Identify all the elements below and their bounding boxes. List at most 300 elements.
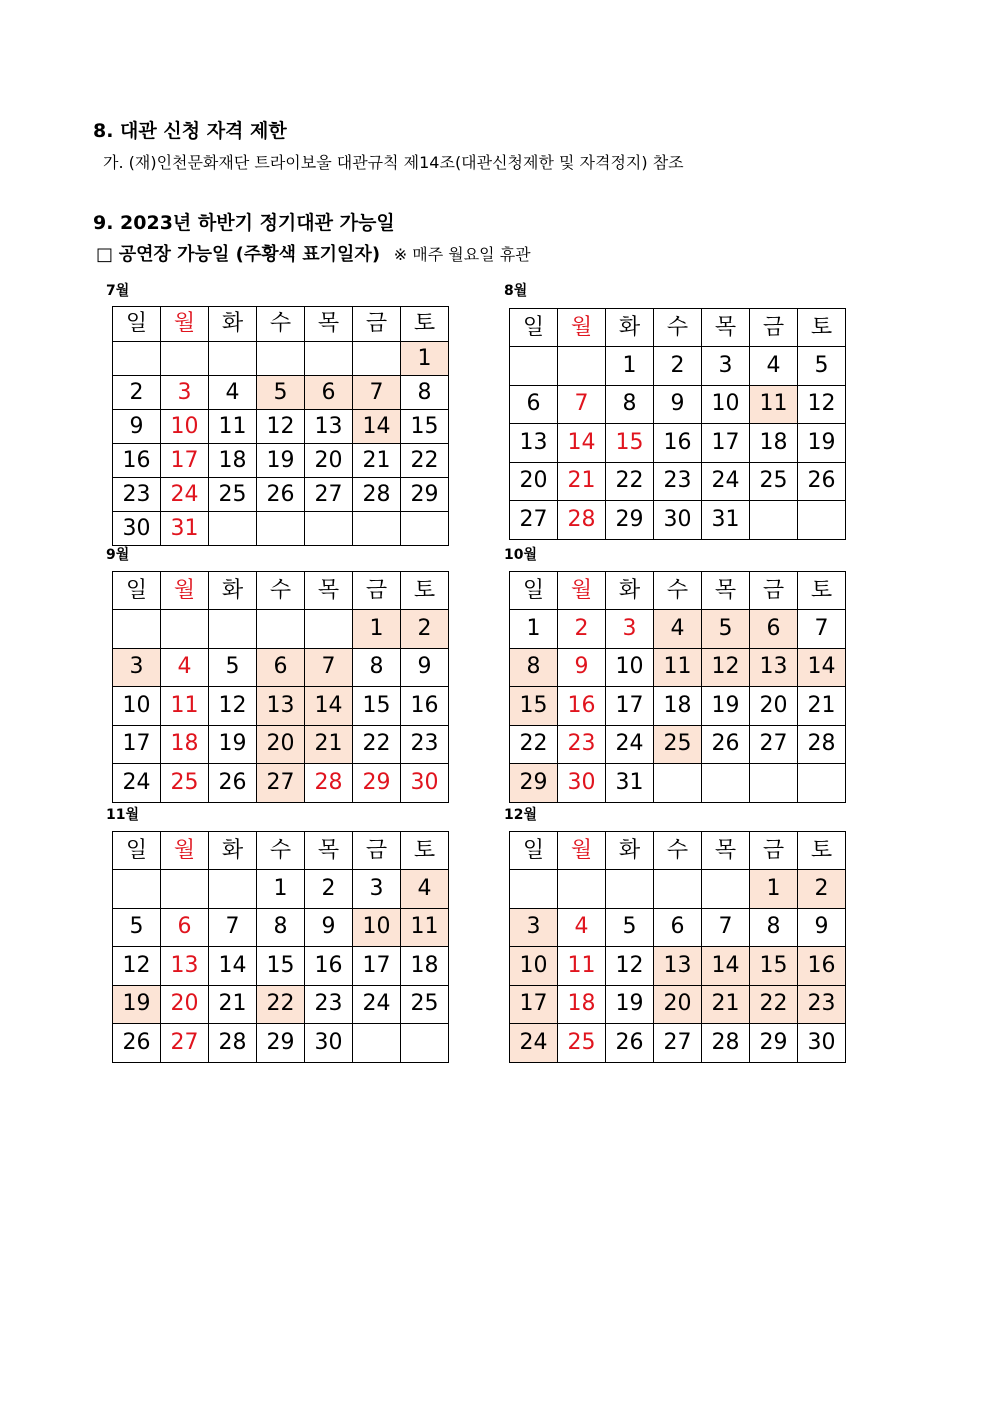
day-cell: 29: [510, 764, 558, 803]
weekday-header: 수: [654, 572, 702, 610]
subheading-text: 공연장 가능일 (주황색 표기일자): [118, 244, 381, 265]
day-cell: 29: [257, 1024, 305, 1063]
month-label: 7월: [106, 283, 130, 299]
empty-day-cell: [606, 870, 654, 909]
day-cell: 3: [113, 648, 161, 687]
calendar-week-row: [510, 424, 846, 463]
weekday-header: 화: [209, 572, 257, 610]
weekday-header: 일: [510, 309, 558, 347]
weekday-header: 월: [161, 832, 209, 870]
day-cell: 13: [257, 687, 305, 726]
day-cell: 5: [209, 648, 257, 687]
weekday-header: 금: [750, 309, 798, 347]
day-cell: 18: [750, 424, 798, 463]
day-cell: 28: [209, 1024, 257, 1063]
day-cell: 14: [353, 410, 401, 444]
day-cell: 1: [510, 610, 558, 649]
day-cell: 3: [510, 908, 558, 947]
day-cell: 9: [113, 410, 161, 444]
day-cell: 15: [606, 424, 654, 463]
weekday-header: 목: [702, 309, 750, 347]
day-cell: 3: [702, 347, 750, 386]
empty-day-cell: [353, 512, 401, 546]
empty-day-cell: [750, 764, 798, 803]
weekday-header: 월: [558, 832, 606, 870]
weekday-header: 수: [257, 832, 305, 870]
calendar-week-row: [510, 725, 846, 764]
day-cell: 28: [798, 725, 846, 764]
day-cell: 24: [702, 462, 750, 501]
day-cell: 2: [113, 376, 161, 410]
weekday-header: 월: [558, 572, 606, 610]
weekday-header: 수: [654, 309, 702, 347]
empty-day-cell: [161, 610, 209, 649]
day-cell: 26: [798, 462, 846, 501]
day-cell: 8: [401, 376, 449, 410]
day-cell: 21: [702, 985, 750, 1024]
day-cell: 11: [161, 687, 209, 726]
calendar-week-row: [113, 376, 449, 410]
day-cell: 9: [558, 648, 606, 687]
day-cell: 18: [161, 725, 209, 764]
weekday-header: 목: [702, 572, 750, 610]
day-cell: 17: [353, 947, 401, 986]
day-cell: 27: [510, 501, 558, 540]
weekday-header: 목: [305, 572, 353, 610]
empty-day-cell: [798, 764, 846, 803]
calendar-week-row: [113, 725, 449, 764]
day-cell: 2: [558, 610, 606, 649]
calendar-week-row: [510, 908, 846, 947]
day-cell: 7: [305, 648, 353, 687]
month-calendar: [509, 571, 846, 803]
day-cell: 13: [750, 648, 798, 687]
day-cell: 20: [257, 725, 305, 764]
weekday-header: 수: [257, 307, 305, 342]
day-cell: 5: [257, 376, 305, 410]
day-cell: 1: [353, 610, 401, 649]
day-cell: 27: [654, 1024, 702, 1063]
day-cell: 24: [161, 478, 209, 512]
day-cell: 24: [353, 985, 401, 1024]
day-cell: 20: [305, 444, 353, 478]
day-cell: 8: [510, 648, 558, 687]
weekday-header-row: [113, 572, 449, 610]
calendar-week-row: [510, 462, 846, 501]
calendar-week-row: [113, 687, 449, 726]
day-cell: 19: [209, 725, 257, 764]
day-cell: 1: [750, 870, 798, 909]
day-cell: 25: [558, 1024, 606, 1063]
day-cell: 1: [606, 347, 654, 386]
day-cell: 23: [558, 725, 606, 764]
day-cell: 13: [510, 424, 558, 463]
empty-day-cell: [257, 610, 305, 649]
calendar-week-row: [510, 610, 846, 649]
weekday-header: 금: [353, 572, 401, 610]
calendar-week-row: [113, 648, 449, 687]
weekday-header: 일: [113, 307, 161, 342]
day-cell: 22: [750, 985, 798, 1024]
calendar-week-row: [113, 610, 449, 649]
day-cell: 11: [750, 385, 798, 424]
day-cell: 8: [257, 908, 305, 947]
day-cell: 5: [113, 908, 161, 947]
empty-day-cell: [305, 512, 353, 546]
day-cell: 4: [401, 870, 449, 909]
calendar-week-row: [510, 501, 846, 540]
day-cell: 6: [257, 648, 305, 687]
month-calendar: [509, 308, 846, 540]
calendar-week-row: [510, 347, 846, 386]
weekday-header: 목: [305, 307, 353, 342]
day-cell: 13: [654, 947, 702, 986]
day-cell: 14: [209, 947, 257, 986]
day-cell: 21: [798, 687, 846, 726]
section8-item: 가. (재)인천문화재단 트라이보울 대관규칙 제14조(대관신청제한 및 자격정지) 참조: [103, 153, 684, 172]
calendar-week-row: [113, 947, 449, 986]
day-cell: 12: [606, 947, 654, 986]
month-calendar: [112, 306, 449, 546]
day-cell: 16: [305, 947, 353, 986]
day-cell: 6: [750, 610, 798, 649]
empty-day-cell: [113, 342, 161, 376]
weekday-header: 금: [750, 832, 798, 870]
day-cell: 17: [606, 687, 654, 726]
day-cell: 18: [401, 947, 449, 986]
empty-day-cell: [209, 512, 257, 546]
day-cell: 24: [113, 764, 161, 803]
month-label: 12월: [504, 807, 538, 823]
day-cell: 14: [798, 648, 846, 687]
day-cell: 25: [161, 764, 209, 803]
day-cell: 6: [654, 908, 702, 947]
day-cell: 2: [798, 870, 846, 909]
calendar-week-row: [113, 985, 449, 1024]
closed-note: ※ 매주 월요일 휴관: [393, 245, 531, 264]
empty-day-cell: [305, 610, 353, 649]
day-cell: 31: [702, 501, 750, 540]
day-cell: 16: [113, 444, 161, 478]
day-cell: 24: [510, 1024, 558, 1063]
weekday-header-row: [113, 307, 449, 342]
day-cell: 30: [798, 1024, 846, 1063]
empty-day-cell: [257, 342, 305, 376]
weekday-header: 일: [113, 832, 161, 870]
weekday-header: 토: [401, 572, 449, 610]
weekday-header: 월: [161, 307, 209, 342]
calendar-week-row: [510, 1024, 846, 1063]
day-cell: 25: [209, 478, 257, 512]
empty-day-cell: [558, 870, 606, 909]
weekday-header: 화: [606, 572, 654, 610]
calendar-week-row: [113, 1024, 449, 1063]
day-cell: 9: [401, 648, 449, 687]
day-cell: 13: [305, 410, 353, 444]
day-cell: 6: [305, 376, 353, 410]
day-cell: 20: [510, 462, 558, 501]
day-cell: 27: [305, 478, 353, 512]
day-cell: 28: [558, 501, 606, 540]
day-cell: 7: [353, 376, 401, 410]
day-cell: 19: [113, 985, 161, 1024]
day-cell: 29: [401, 478, 449, 512]
day-cell: 8: [750, 908, 798, 947]
day-cell: 2: [401, 610, 449, 649]
weekday-header: 수: [257, 572, 305, 610]
empty-day-cell: [353, 1024, 401, 1063]
empty-day-cell: [161, 342, 209, 376]
empty-day-cell: [702, 870, 750, 909]
day-cell: 22: [606, 462, 654, 501]
day-cell: 17: [113, 725, 161, 764]
calendar-week-row: [113, 870, 449, 909]
section9-title: 9. 2023년 하반기 정기대관 가능일: [93, 212, 395, 234]
calendar-week-row: [113, 512, 449, 546]
day-cell: 25: [401, 985, 449, 1024]
day-cell: 20: [161, 985, 209, 1024]
calendar-week-row: [113, 444, 449, 478]
day-cell: 14: [558, 424, 606, 463]
day-cell: 29: [750, 1024, 798, 1063]
day-cell: 25: [750, 462, 798, 501]
day-cell: 23: [113, 478, 161, 512]
day-cell: 3: [606, 610, 654, 649]
day-cell: 29: [606, 501, 654, 540]
calendar-week-row: [113, 478, 449, 512]
day-cell: 15: [401, 410, 449, 444]
day-cell: 19: [798, 424, 846, 463]
empty-day-cell: [305, 342, 353, 376]
weekday-header: 화: [606, 832, 654, 870]
day-cell: 8: [353, 648, 401, 687]
weekday-header: 금: [353, 832, 401, 870]
calendar-week-row: [113, 764, 449, 803]
day-cell: 30: [654, 501, 702, 540]
day-cell: 13: [161, 947, 209, 986]
weekday-header: 토: [401, 832, 449, 870]
empty-day-cell: [161, 870, 209, 909]
weekday-header: 수: [654, 832, 702, 870]
month-calendar: [112, 831, 449, 1063]
day-cell: 12: [209, 687, 257, 726]
day-cell: 21: [305, 725, 353, 764]
weekday-header: 토: [798, 572, 846, 610]
day-cell: 1: [257, 870, 305, 909]
day-cell: 9: [654, 385, 702, 424]
day-cell: 5: [798, 347, 846, 386]
day-cell: 11: [209, 410, 257, 444]
day-cell: 4: [209, 376, 257, 410]
day-cell: 16: [798, 947, 846, 986]
day-cell: 28: [353, 478, 401, 512]
day-cell: 21: [558, 462, 606, 501]
day-cell: 7: [798, 610, 846, 649]
day-cell: 5: [702, 610, 750, 649]
day-cell: 31: [161, 512, 209, 546]
day-cell: 3: [353, 870, 401, 909]
day-cell: 10: [353, 908, 401, 947]
day-cell: 18: [209, 444, 257, 478]
day-cell: 23: [305, 985, 353, 1024]
weekday-header: 화: [209, 832, 257, 870]
day-cell: 12: [113, 947, 161, 986]
calendar-week-row: [510, 985, 846, 1024]
weekday-header: 일: [113, 572, 161, 610]
day-cell: 10: [161, 410, 209, 444]
empty-day-cell: [113, 870, 161, 909]
day-cell: 16: [654, 424, 702, 463]
day-cell: 19: [257, 444, 305, 478]
day-cell: 26: [606, 1024, 654, 1063]
empty-day-cell: [558, 347, 606, 386]
month-calendar: [509, 831, 846, 1063]
weekday-header: 토: [798, 832, 846, 870]
empty-day-cell: [209, 870, 257, 909]
day-cell: 28: [702, 1024, 750, 1063]
day-cell: 2: [305, 870, 353, 909]
empty-day-cell: [353, 342, 401, 376]
day-cell: 15: [257, 947, 305, 986]
calendar-week-row: [510, 870, 846, 909]
weekday-header: 목: [305, 832, 353, 870]
available-dates-heading: [96, 240, 531, 266]
empty-day-cell: [750, 501, 798, 540]
day-cell: 4: [558, 908, 606, 947]
day-cell: 18: [654, 687, 702, 726]
month-label: 10월: [504, 547, 538, 563]
section8-title: 8. 대관 신청 자격 제한: [93, 120, 287, 142]
calendar-week-row: [510, 764, 846, 803]
day-cell: 16: [401, 687, 449, 726]
weekday-header-row: [510, 832, 846, 870]
empty-day-cell: [257, 512, 305, 546]
day-cell: 10: [510, 947, 558, 986]
weekday-header-row: [113, 832, 449, 870]
calendar-week-row: [510, 687, 846, 726]
day-cell: 14: [702, 947, 750, 986]
day-cell: 18: [558, 985, 606, 1024]
day-cell: 30: [305, 1024, 353, 1063]
weekday-header: 일: [510, 572, 558, 610]
day-cell: 12: [798, 385, 846, 424]
day-cell: 27: [750, 725, 798, 764]
day-cell: 27: [257, 764, 305, 803]
day-cell: 4: [654, 610, 702, 649]
empty-day-cell: [510, 870, 558, 909]
weekday-header: 금: [750, 572, 798, 610]
day-cell: 4: [750, 347, 798, 386]
day-cell: 30: [113, 512, 161, 546]
day-cell: 15: [510, 687, 558, 726]
day-cell: 11: [401, 908, 449, 947]
day-cell: 22: [353, 725, 401, 764]
day-cell: 22: [510, 725, 558, 764]
day-cell: 15: [750, 947, 798, 986]
day-cell: 7: [558, 385, 606, 424]
day-cell: 16: [558, 687, 606, 726]
weekday-header: 토: [401, 307, 449, 342]
day-cell: 29: [353, 764, 401, 803]
day-cell: 9: [305, 908, 353, 947]
day-cell: 7: [209, 908, 257, 947]
day-cell: 6: [510, 385, 558, 424]
day-cell: 21: [353, 444, 401, 478]
weekday-header: 화: [606, 309, 654, 347]
day-cell: 20: [750, 687, 798, 726]
empty-day-cell: [401, 512, 449, 546]
month-label: 9월: [106, 547, 130, 563]
empty-day-cell: [209, 610, 257, 649]
weekday-header: 금: [353, 307, 401, 342]
day-cell: 11: [654, 648, 702, 687]
day-cell: 4: [161, 648, 209, 687]
day-cell: 6: [161, 908, 209, 947]
month-label: 8월: [504, 283, 528, 299]
day-cell: 7: [702, 908, 750, 947]
day-cell: 11: [558, 947, 606, 986]
day-cell: 22: [257, 985, 305, 1024]
day-cell: 20: [654, 985, 702, 1024]
day-cell: 17: [161, 444, 209, 478]
day-cell: 1: [401, 342, 449, 376]
calendar-week-row: [510, 648, 846, 687]
calendar-week-row: [510, 947, 846, 986]
day-cell: 12: [257, 410, 305, 444]
weekday-header: 토: [798, 309, 846, 347]
empty-day-cell: [113, 610, 161, 649]
day-cell: 15: [353, 687, 401, 726]
day-cell: 10: [606, 648, 654, 687]
calendar-week-row: [113, 342, 449, 376]
empty-day-cell: [209, 342, 257, 376]
calendar-week-row: [113, 410, 449, 444]
weekday-header: 일: [510, 832, 558, 870]
weekday-header: 월: [161, 572, 209, 610]
day-cell: 31: [606, 764, 654, 803]
weekday-header: 목: [702, 832, 750, 870]
day-cell: 10: [113, 687, 161, 726]
day-cell: 30: [401, 764, 449, 803]
day-cell: 9: [798, 908, 846, 947]
day-cell: 8: [606, 385, 654, 424]
calendar-week-row: [510, 385, 846, 424]
weekday-header-row: [510, 309, 846, 347]
day-cell: 28: [305, 764, 353, 803]
day-cell: 26: [113, 1024, 161, 1063]
day-cell: 10: [702, 385, 750, 424]
day-cell: 27: [161, 1024, 209, 1063]
day-cell: 26: [257, 478, 305, 512]
day-cell: 17: [702, 424, 750, 463]
weekday-header: 화: [209, 307, 257, 342]
empty-day-cell: [654, 870, 702, 909]
day-cell: 5: [606, 908, 654, 947]
empty-day-cell: [702, 764, 750, 803]
empty-day-cell: [654, 764, 702, 803]
month-label: 11월: [106, 807, 140, 823]
day-cell: 2: [654, 347, 702, 386]
day-cell: 12: [702, 648, 750, 687]
empty-day-cell: [401, 1024, 449, 1063]
month-calendar: [112, 571, 449, 803]
day-cell: 17: [510, 985, 558, 1024]
weekday-header-row: [510, 572, 846, 610]
empty-day-cell: [510, 347, 558, 386]
day-cell: 23: [401, 725, 449, 764]
day-cell: 30: [558, 764, 606, 803]
day-cell: 19: [606, 985, 654, 1024]
